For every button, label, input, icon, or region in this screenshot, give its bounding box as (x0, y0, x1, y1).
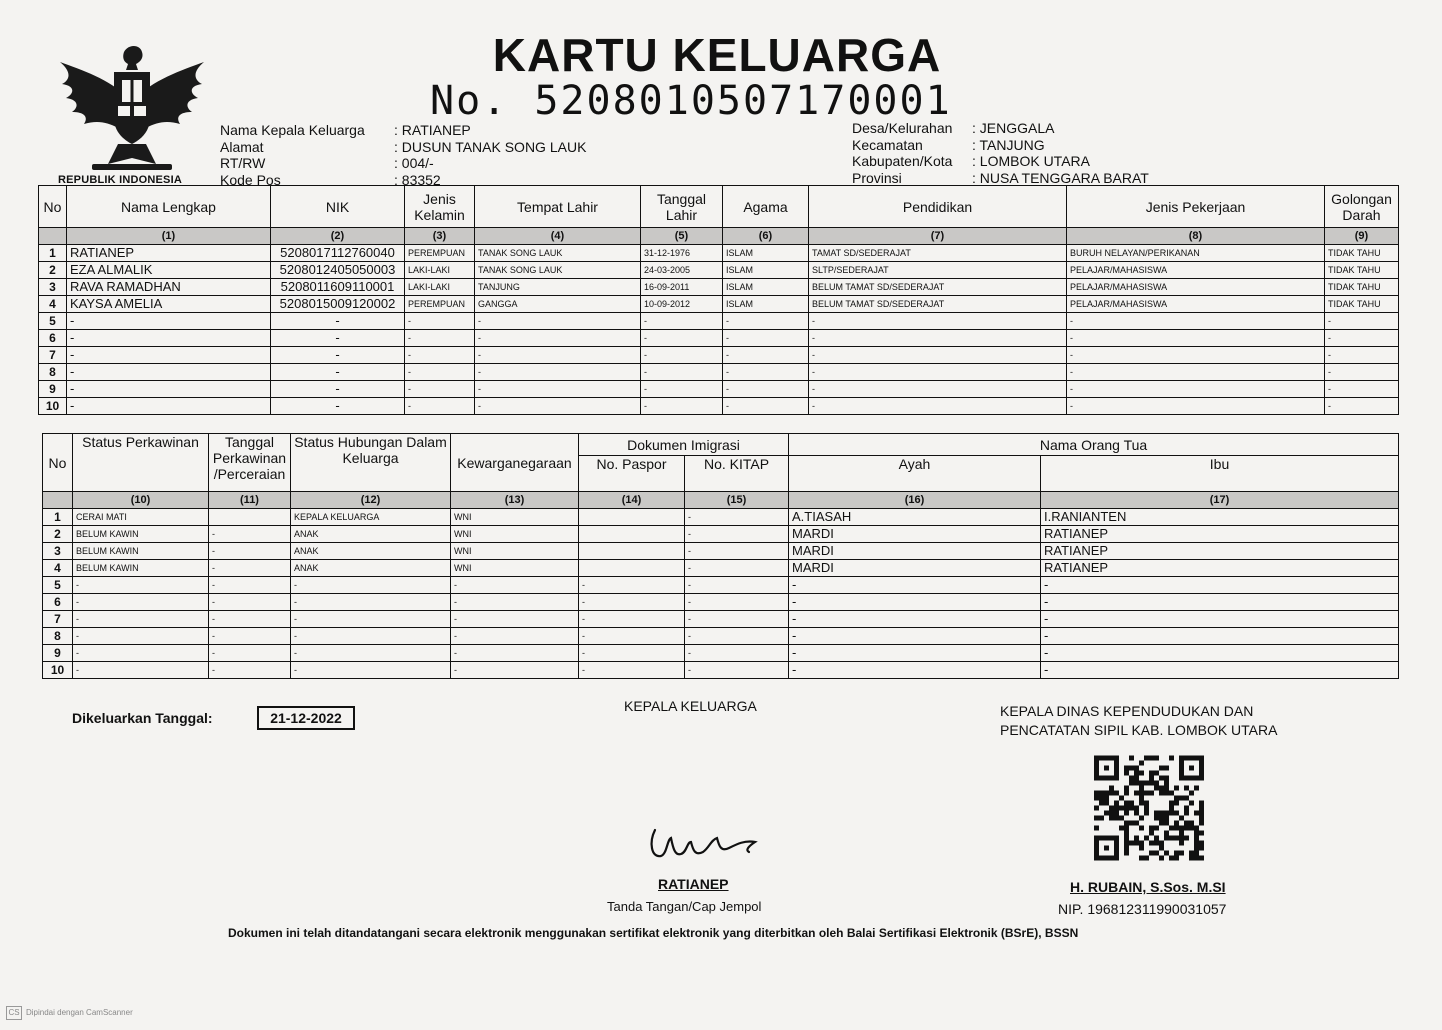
family-head-sign-label: KEPALA KELUARGA (624, 698, 757, 714)
table-row (43, 509, 1399, 526)
cell-nik: 5208011609110001 (271, 279, 405, 296)
cell-pekerjaan: - (1067, 364, 1325, 381)
cell-wn: WNI (451, 509, 579, 526)
cell-jk: - (405, 381, 475, 398)
rtrw-label: RT/RW (220, 155, 266, 171)
cell-kitap: - (685, 628, 789, 645)
cell-pekerjaan: BURUH NELAYAN/PERIKANAN (1067, 245, 1325, 262)
cell-tgl: - (209, 577, 291, 594)
cell-jk: PEREMPUAN (405, 296, 475, 313)
cell-paspor: - (579, 577, 685, 594)
cell-jk: - (405, 347, 475, 364)
cell-jk: - (405, 330, 475, 347)
cell-wn: - (451, 577, 579, 594)
th-nik: NIK (271, 186, 405, 228)
col-num: (8) (1067, 228, 1325, 245)
table-row (39, 398, 1399, 415)
electronic-signature-note: Dokumen ini telah ditandatangani secara elektronik menggunakan sertifikat elektronik yang diterbitkan oleh Balai Sertifikasi Elektronik (BSrE), BSSN (228, 926, 1079, 940)
cell-tempat: - (475, 398, 641, 415)
header-left-values (394, 122, 586, 188)
cell-tgl (209, 509, 291, 526)
table-row (43, 526, 1399, 543)
cell-no: 9 (39, 381, 67, 398)
cell-agama: - (723, 330, 809, 347)
col-num: (2) (271, 228, 405, 245)
cell-tgl: - (209, 611, 291, 628)
th2-nama-orang-tua: Nama Orang Tua (789, 434, 1399, 456)
cell-tgl: - (209, 645, 291, 662)
cell-darah: - (1325, 364, 1399, 381)
cell-tgl: - (209, 526, 291, 543)
cell-pendidikan: SLTP/SEDERAJAT (809, 262, 1067, 279)
cell-pekerjaan: - (1067, 313, 1325, 330)
cell-wn: - (451, 594, 579, 611)
official-title-line2: PENCATATAN SIPIL KAB. LOMBOK UTARA (1000, 722, 1278, 738)
cell-nama: - (67, 364, 271, 381)
col-num: (5) (641, 228, 723, 245)
cell-nama: - (67, 347, 271, 364)
cell-nama: - (67, 381, 271, 398)
postcode-value: : 83352 (394, 171, 441, 188)
qr-code-icon (1094, 755, 1204, 861)
th2-dokumen-imigrasi: Dokumen Imigrasi (579, 434, 789, 456)
cell-kitap: - (685, 611, 789, 628)
cell-nik: - (271, 347, 405, 364)
cell-paspor (579, 543, 685, 560)
col-num: (15) (685, 492, 789, 509)
cell-status: - (73, 611, 209, 628)
cell-agama: - (723, 364, 809, 381)
col-num: (3) (405, 228, 475, 245)
family-head-name: RATIANEP (658, 876, 729, 892)
cell-nama: - (67, 398, 271, 415)
village-label: Desa/Kelurahan (852, 120, 953, 136)
signature-icon (645, 812, 775, 872)
cell-nik: - (271, 381, 405, 398)
cell-kitap: - (685, 509, 789, 526)
cell-status: - (73, 645, 209, 662)
cell-darah: - (1325, 330, 1399, 347)
table-row (43, 645, 1399, 662)
table-row (39, 296, 1399, 313)
cell-agama: - (723, 313, 809, 330)
col-num (39, 228, 67, 245)
cell-jk: PEREMPUAN (405, 245, 475, 262)
cell-no: 5 (43, 577, 73, 594)
cell-hub: - (291, 577, 451, 594)
family-head-sign-caption: Tanda Tangan/Cap Jempol (607, 899, 762, 914)
issued-date-label: Dikeluarkan Tanggal: (72, 710, 213, 726)
cell-agama: ISLAM (723, 245, 809, 262)
table-row (39, 381, 1399, 398)
cell-nama: EZA ALMALIK (67, 262, 271, 279)
cell-hub: ANAK (291, 560, 451, 577)
cell-agama: ISLAM (723, 279, 809, 296)
th2-status-kawin: Status Perkawinan (73, 434, 209, 492)
cell-paspor: - (579, 628, 685, 645)
col-num: (9) (1325, 228, 1399, 245)
cell-ibu: I.RANIANTEN (1041, 509, 1399, 526)
card-number-value: 5208010507170001 (534, 78, 952, 124)
province-label: Provinsi (852, 169, 902, 186)
cell-jk: - (405, 313, 475, 330)
cell-status: CERAI MATI (73, 509, 209, 526)
cell-wn: - (451, 645, 579, 662)
cell-tempat: TANAK SONG LAUK (475, 245, 641, 262)
header-left-labels (220, 122, 365, 188)
header-right-labels (852, 120, 952, 186)
col-num: (1) (67, 228, 271, 245)
cell-nama: RATIANEP (67, 245, 271, 262)
table-row (43, 594, 1399, 611)
col-num: (10) (73, 492, 209, 509)
cell-no: 4 (39, 296, 67, 313)
cell-no: 2 (39, 262, 67, 279)
cell-ayah: MARDI (789, 560, 1041, 577)
cell-status: BELUM KAWIN (73, 543, 209, 560)
cell-agama: - (723, 347, 809, 364)
emblem-caption: REPUBLIK INDONESIA (58, 174, 182, 186)
th2-no: No (43, 434, 73, 492)
th2-kitap: No. KITAP (685, 456, 789, 492)
card-number (430, 78, 952, 124)
cell-tgl: - (209, 543, 291, 560)
cell-tempat: GANGGA (475, 296, 641, 313)
cell-ibu: RATIANEP (1041, 526, 1399, 543)
cell-no: 7 (39, 347, 67, 364)
cell-no: 6 (39, 330, 67, 347)
cell-ayah: MARDI (789, 526, 1041, 543)
camscanner-icon: CS (6, 1006, 22, 1020)
cell-ayah: - (789, 594, 1041, 611)
cell-ibu: - (1041, 662, 1399, 679)
head-name-value: : RATIANEP (394, 122, 471, 138)
th2-paspor: No. Paspor (579, 456, 685, 492)
cell-nama: RAVA RAMADHAN (67, 279, 271, 296)
cell-pendidikan: - (809, 381, 1067, 398)
cell-wn: - (451, 662, 579, 679)
cell-tempat: TANAK SONG LAUK (475, 262, 641, 279)
cell-agama: - (723, 398, 809, 415)
head-name-label: Nama Kepala Keluarga (220, 122, 365, 138)
cell-ayah: A.TIASAH (789, 509, 1041, 526)
cell-wn: WNI (451, 560, 579, 577)
col-num (43, 492, 73, 509)
cell-darah: TIDAK TAHU (1325, 279, 1399, 296)
cell-jk: - (405, 398, 475, 415)
card-number-prefix: No. (430, 78, 509, 124)
table-row (39, 364, 1399, 381)
table-row (43, 543, 1399, 560)
cell-no: 8 (43, 628, 73, 645)
th2-tanggal-kawin: Tanggal Perkawinan /Perceraian (209, 434, 291, 492)
th-tempat-lahir: Tempat Lahir (475, 186, 641, 228)
cell-status: - (73, 662, 209, 679)
cell-wn: - (451, 611, 579, 628)
cell-tgl: - (641, 313, 723, 330)
cell-pekerjaan: - (1067, 381, 1325, 398)
cell-hub: - (291, 594, 451, 611)
cell-ibu: - (1041, 594, 1399, 611)
cell-no: 1 (39, 245, 67, 262)
address-value: : DUSUN TANAK SONG LAUK (394, 138, 587, 155)
cell-no: 5 (39, 313, 67, 330)
col-num: (4) (475, 228, 641, 245)
table-row (39, 262, 1399, 279)
province-value: : NUSA TENGGARA BARAT (972, 169, 1149, 186)
cell-tgl: 10-09-2012 (641, 296, 723, 313)
col-num: (16) (789, 492, 1041, 509)
cell-darah: TIDAK TAHU (1325, 262, 1399, 279)
cell-tgl: 24-03-2005 (641, 262, 723, 279)
th2-ayah: Ayah (789, 456, 1041, 492)
cell-status: - (73, 577, 209, 594)
cell-ibu: RATIANEP (1041, 560, 1399, 577)
cell-pekerjaan: - (1067, 398, 1325, 415)
cell-tgl: - (641, 381, 723, 398)
th-tanggal-lahir: Tanggal Lahir (641, 186, 723, 228)
cell-no: 3 (39, 279, 67, 296)
cell-status: - (73, 594, 209, 611)
cell-status: BELUM KAWIN (73, 560, 209, 577)
cell-hub: - (291, 628, 451, 645)
cell-no: 4 (43, 560, 73, 577)
cell-paspor (579, 560, 685, 577)
cell-paspor (579, 509, 685, 526)
col-num: (7) (809, 228, 1067, 245)
th-nama: Nama Lengkap (67, 186, 271, 228)
cell-kitap: - (685, 594, 789, 611)
cell-ibu: - (1041, 628, 1399, 645)
cell-ibu: - (1041, 577, 1399, 594)
cell-kitap: - (685, 577, 789, 594)
district-value: : TANJUNG (972, 136, 1045, 153)
th-golongan-darah: Golongan Darah (1325, 186, 1399, 228)
family-members-table (38, 185, 1399, 415)
cell-pendidikan: BELUM TAMAT SD/SEDERAJAT (809, 279, 1067, 296)
cell-pendidikan: TAMAT SD/SEDERAJAT (809, 245, 1067, 262)
col-num: (14) (579, 492, 685, 509)
cell-hub: ANAK (291, 526, 451, 543)
village-value: : JENGGALA (972, 120, 1055, 136)
official-title-line1: KEPALA DINAS KEPENDUDUKAN DAN (1000, 703, 1254, 719)
cell-pendidikan: - (809, 330, 1067, 347)
cell-hub: - (291, 611, 451, 628)
issued-date-value: 21-12-2022 (257, 706, 355, 730)
cell-pekerjaan: PELAJAR/MAHASISWA (1067, 296, 1325, 313)
official-nip: NIP. 196812311990031057 (1058, 901, 1227, 917)
cell-tgl: - (209, 560, 291, 577)
table-row (43, 662, 1399, 679)
address-label: Alamat (220, 138, 264, 155)
cell-wn: WNI (451, 526, 579, 543)
cell-pekerjaan: - (1067, 330, 1325, 347)
cell-agama: ISLAM (723, 296, 809, 313)
col-num: (13) (451, 492, 579, 509)
cell-pendidikan: - (809, 364, 1067, 381)
cell-agama: ISLAM (723, 262, 809, 279)
cell-no: 10 (43, 662, 73, 679)
cell-tgl: - (209, 628, 291, 645)
cell-hub: KEPALA KELUARGA (291, 509, 451, 526)
cell-paspor (579, 526, 685, 543)
cell-tgl: - (641, 347, 723, 364)
cell-pendidikan: BELUM TAMAT SD/SEDERAJAT (809, 296, 1067, 313)
cell-no: 3 (43, 543, 73, 560)
cell-jk: - (405, 364, 475, 381)
cell-nik: 5208015009120002 (271, 296, 405, 313)
th-pekerjaan: Jenis Pekerjaan (1067, 186, 1325, 228)
cell-darah: TIDAK TAHU (1325, 296, 1399, 313)
cell-nama: KAYSA AMELIA (67, 296, 271, 313)
th-no: No (39, 186, 67, 228)
cell-wn: WNI (451, 543, 579, 560)
cell-no: 8 (39, 364, 67, 381)
col-num: (11) (209, 492, 291, 509)
cell-tempat: - (475, 347, 641, 364)
cell-pendidikan: - (809, 398, 1067, 415)
col-num: (17) (1041, 492, 1399, 509)
cell-tgl: 16-09-2011 (641, 279, 723, 296)
cell-pekerjaan: PELAJAR/MAHASISWA (1067, 279, 1325, 296)
cell-kitap: - (685, 560, 789, 577)
cell-jk: LAKI-LAKI (405, 279, 475, 296)
cell-paspor: - (579, 662, 685, 679)
th-agama: Agama (723, 186, 809, 228)
cell-ayah: - (789, 645, 1041, 662)
cell-hub: - (291, 645, 451, 662)
cell-nama: - (67, 330, 271, 347)
cell-tempat: - (475, 330, 641, 347)
cell-pendidikan: - (809, 313, 1067, 330)
cell-no: 10 (39, 398, 67, 415)
cell-no: 9 (43, 645, 73, 662)
col-num: (12) (291, 492, 451, 509)
cell-tempat: TANJUNG (475, 279, 641, 296)
cell-darah: - (1325, 347, 1399, 364)
cell-darah: - (1325, 381, 1399, 398)
cell-ibu: - (1041, 611, 1399, 628)
district-label: Kecamatan (852, 136, 923, 153)
cell-ayah: - (789, 577, 1041, 594)
table-row (43, 577, 1399, 594)
cell-paspor: - (579, 645, 685, 662)
cell-ibu: RATIANEP (1041, 543, 1399, 560)
cell-no: 7 (43, 611, 73, 628)
cell-ibu: - (1041, 645, 1399, 662)
official-name: H. RUBAIN, S.Sos. M.SI (1070, 879, 1226, 895)
document-title: KARTU KELUARGA (492, 29, 942, 81)
table-row (43, 611, 1399, 628)
th-pendidikan: Pendidikan (809, 186, 1067, 228)
cell-tempat: - (475, 381, 641, 398)
table-row (39, 330, 1399, 347)
cell-no: 2 (43, 526, 73, 543)
cell-no: 1 (43, 509, 73, 526)
family-status-table (42, 433, 1399, 679)
table-row (39, 279, 1399, 296)
cell-ayah: - (789, 662, 1041, 679)
cell-ayah: MARDI (789, 543, 1041, 560)
cell-tgl: - (641, 330, 723, 347)
cell-status: BELUM KAWIN (73, 526, 209, 543)
regency-label: Kabupaten/Kota (852, 153, 953, 169)
cell-nik: - (271, 398, 405, 415)
cell-paspor: - (579, 594, 685, 611)
cell-pekerjaan: PELAJAR/MAHASISWA (1067, 262, 1325, 279)
cell-tempat: - (475, 313, 641, 330)
cell-nik: 5208012405050003 (271, 262, 405, 279)
cell-nama: - (67, 313, 271, 330)
cell-tgl: 31-12-1976 (641, 245, 723, 262)
cell-paspor: - (579, 611, 685, 628)
regency-value: : LOMBOK UTARA (972, 153, 1090, 169)
cell-hub: - (291, 662, 451, 679)
table-row (39, 347, 1399, 364)
col-num: (6) (723, 228, 809, 245)
th2-ibu: Ibu (1041, 456, 1399, 492)
cell-nik: - (271, 330, 405, 347)
cell-wn: - (451, 628, 579, 645)
rtrw-value: : 004/- (394, 155, 434, 171)
table-row (39, 245, 1399, 262)
cell-kitap: - (685, 662, 789, 679)
th2-hubungan: Status Hubungan Dalam Keluarga (291, 434, 451, 492)
cell-no: 6 (43, 594, 73, 611)
cell-tgl: - (209, 594, 291, 611)
table-row (43, 560, 1399, 577)
header-right-values (972, 120, 1149, 186)
cell-ayah: - (789, 628, 1041, 645)
cell-ayah: - (789, 611, 1041, 628)
cell-darah: - (1325, 398, 1399, 415)
cell-nik: - (271, 313, 405, 330)
cell-darah: - (1325, 313, 1399, 330)
cell-darah: TIDAK TAHU (1325, 245, 1399, 262)
cell-status: - (73, 628, 209, 645)
cell-kitap: - (685, 543, 789, 560)
cell-tgl: - (641, 364, 723, 381)
table-row (43, 628, 1399, 645)
cell-kitap: - (685, 645, 789, 662)
cell-hub: ANAK (291, 543, 451, 560)
cell-agama: - (723, 381, 809, 398)
cell-nik: 5208017112760040 (271, 245, 405, 262)
cell-tempat: - (475, 364, 641, 381)
th-jenis-kelamin: Jenis Kelamin (405, 186, 475, 228)
postcode-label: Kode Pos (220, 171, 281, 188)
cell-jk: LAKI-LAKI (405, 262, 475, 279)
cell-nik: - (271, 364, 405, 381)
cell-tgl: - (641, 398, 723, 415)
th2-kewarganegaraan: Kewarganegaraan (451, 434, 579, 492)
cell-pendidikan: - (809, 347, 1067, 364)
table-row (39, 313, 1399, 330)
cell-pekerjaan: - (1067, 347, 1325, 364)
cell-kitap: - (685, 526, 789, 543)
cell-tgl: - (209, 662, 291, 679)
camscanner-watermark: Dipindai dengan CamScanner (26, 1008, 133, 1017)
